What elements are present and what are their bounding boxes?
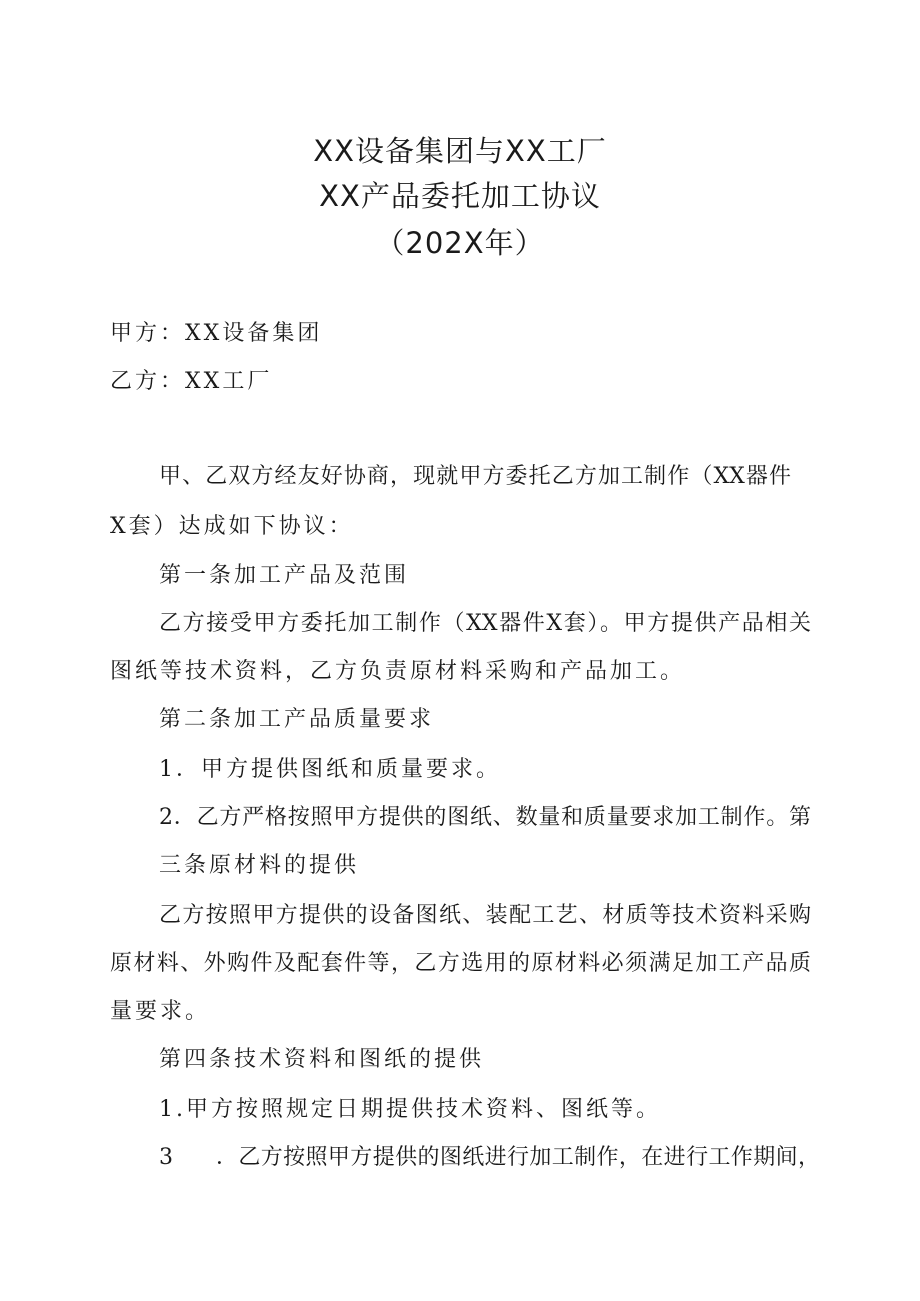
article-3-heading: 三条原材料的提供 <box>159 853 360 878</box>
article-1-para-line-1: 乙方接受甲方委托加工制作（XX器件X套）。甲方提供产品相关 <box>159 611 811 636</box>
article-3-para-line-1: 乙方按照甲方提供的设备图纸、装配工艺、材质等技术资料采购 <box>159 903 811 928</box>
article-2-heading: 第二条加工产品质量要求 <box>159 707 435 732</box>
article-2-item-2: 2．乙方严格按照甲方提供的图纸、数量和质量要求加工制作。第 <box>159 805 811 830</box>
party-a: 甲方：XX设备集团 <box>110 321 323 346</box>
title-line-3: （202X年） <box>375 226 545 260</box>
intro-line-1: 甲、乙双方经友好协商，现就甲方委托乙方加工制作（XX器件 <box>159 464 791 489</box>
party-b: 乙方：XX工厂 <box>110 369 273 394</box>
article-1-para-line-2: 图纸等技术资料，乙方负责原材料采购和产品加工。 <box>110 659 686 684</box>
intro-line-2: X套）达成如下协议： <box>110 514 354 539</box>
article-3-para-line-2: 原材料、外购件及配套件等，乙方选用的原材料必须满足加工产品质 <box>110 951 811 976</box>
article-2-item-1: 1．甲方提供图纸和质量要求。 <box>159 757 501 782</box>
article-4-item-1: 1.甲方按照规定日期提供技术资料、图纸等。 <box>159 1097 661 1122</box>
article-3-para-line-3: 量要求。 <box>110 999 211 1024</box>
article-1-heading: 第一条加工产品及范围 <box>159 563 410 588</box>
title-line-1: XX设备集团与XX工厂 <box>313 134 607 168</box>
article-4-item-3-number: 3 <box>159 1145 176 1170</box>
article-4-item-3-text: ．乙方按照甲方提供的图纸进行加工制作，在进行工作期间， <box>216 1145 820 1170</box>
title-line-2: XX产品委托加工协议 <box>319 179 601 213</box>
article-4-heading: 第四条技术资料和图纸的提供 <box>159 1047 485 1072</box>
